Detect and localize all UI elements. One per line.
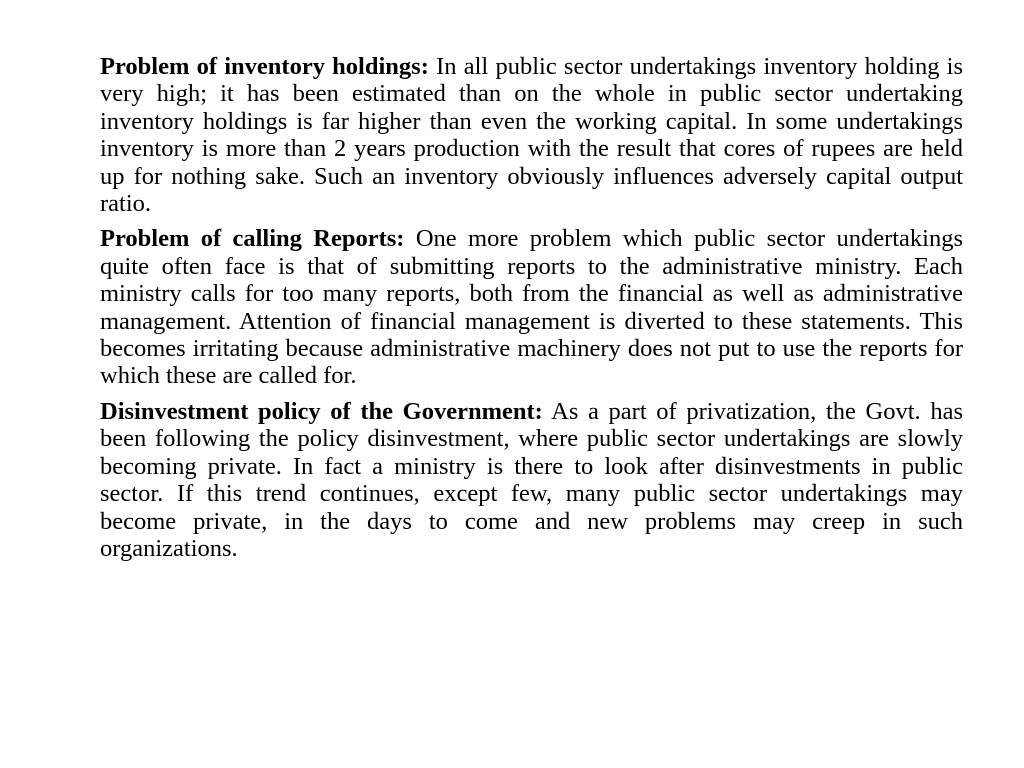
paragraph-text: As a part of privatization, the Govt. has been following the policy disinvestment, where public sector undertakings are slowly becoming private. In fact a ministry is there to look after disinvestments in public sector. If this trend continues, except few, many public sector undertakings may become private, in the days to come and new problems may creep in such organizations.	[100, 397, 963, 562]
paragraph-heading: Problem of inventory holdings:	[100, 53, 429, 80]
paragraph-text: One more problem which public sector undertakings quite often face is that of submitting reports to the administrative ministry. Each ministry calls for too many reports, both from the financial as well as administrative management. Attention of financial management is diverted to these statements. This becomes irritating because administrative machinery does not put to use the reports for which these are called for.	[100, 225, 963, 390]
paragraph-inventory-holdings	[100, 53, 963, 217]
paragraph-calling-reports	[100, 225, 963, 389]
slide-body	[100, 53, 963, 570]
paragraph-disinvestment-policy	[100, 398, 963, 562]
paragraph-heading: Disinvestment policy of the Government:	[100, 397, 543, 425]
paragraph-heading: Problem of calling Reports:	[100, 225, 405, 253]
paragraph-text: In all public sector undertakings inventory holding is very high; it has been estimated than on the whole in public sector undertaking inventory holdings is far higher than even the working capital. In some undertakings inventory is more than 2 years production with the result that cores of rupees are held up for nothing sake. Such an inventory obviously influences adversely capital output ratio.	[100, 53, 964, 218]
